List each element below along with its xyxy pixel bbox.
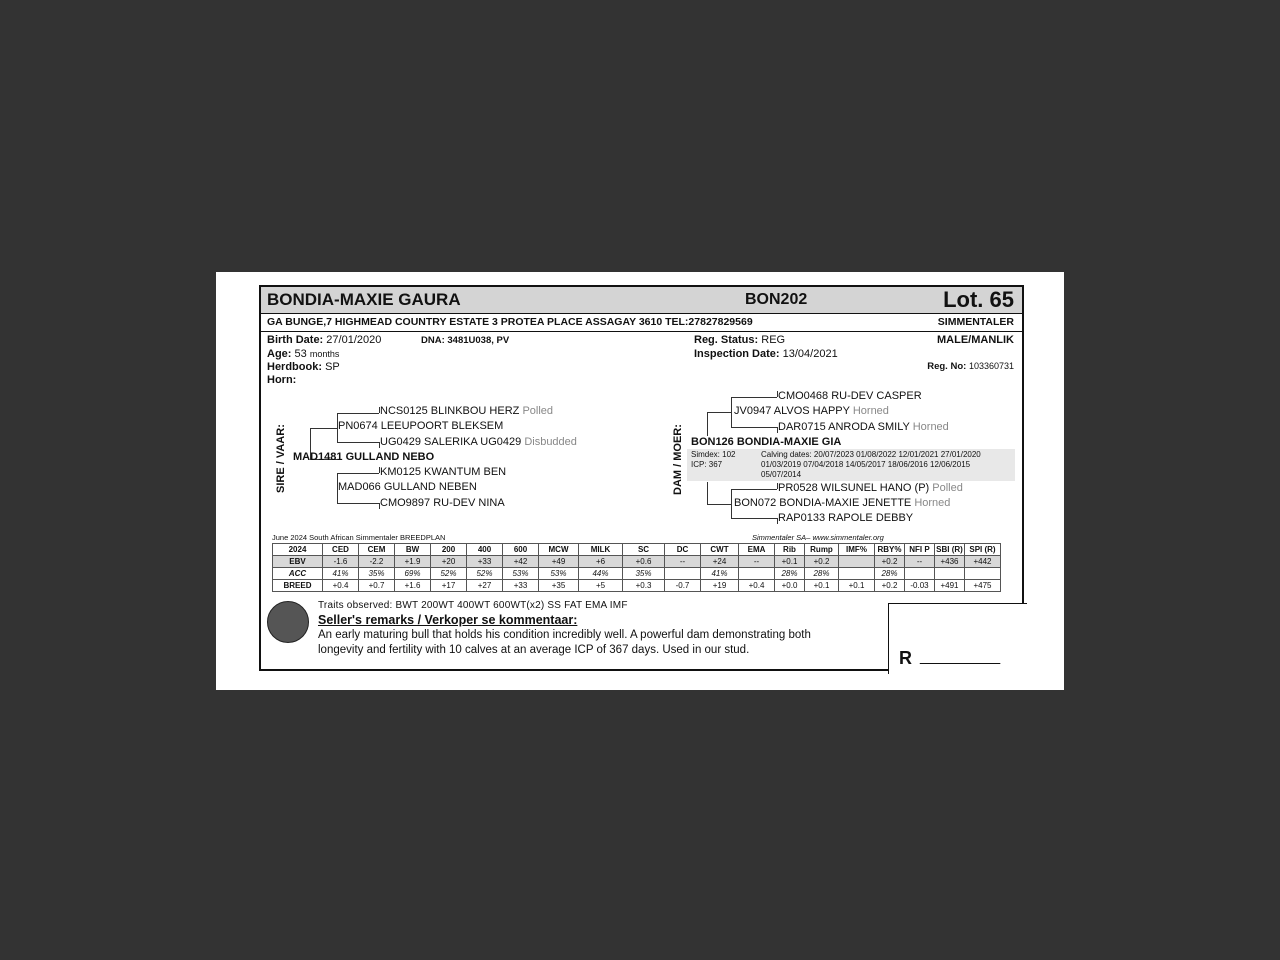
sire-sire-sire: NCS0125 BLINKBOU HERZ Polled: [380, 405, 554, 417]
traits-observed: Traits observed: BWT 200WT 400WT 600WT(x2) SS FAT EMA IMF: [318, 600, 628, 611]
address-bar: [261, 315, 1022, 332]
breedplan-cell: +0.2: [805, 556, 839, 568]
calving-dates-3: 05/07/2014: [761, 470, 802, 479]
breedplan-cell: +0.2: [875, 556, 905, 568]
breedplan-row-label: ACC: [273, 568, 323, 580]
breedplan-cell: [839, 568, 875, 580]
breedplan-cell: +0.1: [839, 580, 875, 592]
breedplan-cell: 41%: [323, 568, 359, 580]
breedplan-cell: [839, 556, 875, 568]
breedplan-header-cell: CEM: [359, 544, 395, 556]
dam-name: BON126 BONDIA-MAXIE GIA: [691, 436, 842, 448]
dam-side-label: DAM / MOER:: [672, 424, 684, 495]
breedplan-cell: 35%: [359, 568, 395, 580]
breedplan-header-cell: DC: [665, 544, 701, 556]
dam-bracket: [707, 412, 708, 436]
price-label: R: [899, 648, 912, 668]
sire-dam: MAD066 GULLAND NEBEN: [338, 481, 477, 493]
calving-dates-2: 01/03/2019 07/04/2018 14/05/2017 18/06/2016 12/06/2015: [761, 460, 971, 469]
breedplan-cell: +27: [467, 580, 503, 592]
breedplan-cell: +17: [431, 580, 467, 592]
breedplan-cell: -2.2: [359, 556, 395, 568]
reg-status: Reg. Status: REG: [694, 334, 786, 346]
age: Age: 53 months: [267, 348, 340, 360]
breedplan-header-cell: RBY%: [875, 544, 905, 556]
breedplan-row-label: BREED: [273, 580, 323, 592]
lot-number: Lot. 65: [943, 287, 1014, 312]
price-entry[interactable]: _________: [920, 648, 1001, 665]
breedplan-cell: --: [739, 556, 775, 568]
simmentaler-logo: [267, 601, 309, 643]
sire-dam-sire: KM0125 KWANTUM BEN: [380, 466, 507, 478]
breedplan-cell: 41%: [701, 568, 739, 580]
breedplan-header-cell: SPI (R): [965, 544, 1001, 556]
breedplan-header-cell: IMF%: [839, 544, 875, 556]
dam-sire: JV0947 ALVOS HAPPY Horned: [734, 405, 889, 417]
sire-name: MAD1481 GULLAND NEBO: [293, 451, 435, 463]
breedplan-cell: 52%: [431, 568, 467, 580]
breedplan-row-acc: [273, 568, 1001, 580]
seller-address: GA BUNGE,7 HIGHMEAD COUNTRY ESTATE 3 PROTEA PLACE ASSAGAY 3610 TEL:27827829569: [267, 316, 753, 328]
birth-date: Birth Date: 27/01/2020: [267, 334, 382, 346]
breedplan-header-cell: SBI (R): [936, 545, 963, 554]
sire-dam-dam: CMO9897 RU-DEV NINA: [380, 497, 505, 509]
breedplan-cell: +24: [701, 556, 739, 568]
breedplan-header-cell: CED: [323, 544, 359, 556]
breedplan-cell: +19: [701, 580, 739, 592]
breedplan-cell: +6: [579, 556, 623, 568]
sire-sire-dam: UG0429 SALERIKA UG0429 Disbudded: [380, 436, 577, 448]
dam-sire-sire: CMO0468 RU-DEV CASPER: [778, 390, 922, 402]
breedplan-header-cell: EMA: [739, 544, 775, 556]
breedplan-cell: +0.4: [739, 580, 775, 592]
breedplan-cell: -0.7: [665, 580, 701, 592]
horn-label: Horn:: [267, 374, 297, 386]
breedplan-cell: [739, 568, 775, 580]
animal-code: BON202: [745, 291, 808, 308]
breedplan-header-cell: SC: [623, 544, 665, 556]
remarks-line-2: longevity and fertility with 10 calves at an average ICP of 367 days. Used in our stud.: [318, 644, 750, 656]
breedplan-row-label: EBV: [273, 556, 323, 568]
breedplan-cell: 28%: [775, 568, 805, 580]
breedplan-cell: +49: [539, 556, 579, 568]
breedplan-cell: --: [665, 556, 701, 568]
dna: DNA: 3481U038, PV: [421, 335, 510, 346]
breedplan-cell: 28%: [875, 568, 905, 580]
breedplan-header-cell: 200: [431, 544, 467, 556]
breedplan-cell: +0.6: [623, 556, 665, 568]
breedplan-cell: +0.1: [775, 556, 805, 568]
breedplan-cell: +35: [539, 580, 579, 592]
herdbook: Herdbook: SP: [267, 361, 340, 373]
calving-dates-1: Calving dates: 20/07/2023 01/08/2022 12/01/2021 27/01/2020: [761, 450, 981, 459]
breedplan-header-cell: 400: [467, 544, 503, 556]
breedplan-header-cell: 2024: [273, 544, 323, 556]
breedplan-cell: 35%: [623, 568, 665, 580]
breedplan-cell: +1.6: [395, 580, 431, 592]
breedplan-cell: +20: [431, 556, 467, 568]
breedplan-cell: 52%: [467, 568, 503, 580]
dam-sire-dam: DAR0715 ANRODA SMILY Horned: [778, 421, 949, 433]
breedplan-cell: +0.0: [775, 580, 805, 592]
breedplan-cell: +0.3: [623, 580, 665, 592]
dam-dam-dam: RAP0133 RAPOLE DEBBY: [778, 512, 914, 524]
breedplan-cell: +436: [935, 556, 965, 568]
sire-sire: PN0674 LEEUPOORT BLEKSEM: [338, 420, 504, 432]
breedplan-cell: 53%: [539, 568, 579, 580]
reg-no: Reg. No: 103360731: [927, 361, 1014, 372]
breedplan-cell: [965, 568, 1001, 580]
breedplan-cell: +42: [503, 556, 539, 568]
breedplan-cell: [905, 568, 935, 580]
breedplan-cell: 28%: [805, 568, 839, 580]
breedplan-cell: +0.4: [323, 580, 359, 592]
breedplan-header-cell: MCW: [539, 544, 579, 556]
breedplan-cell: +491: [935, 580, 965, 592]
breedplan-cell: +475: [965, 580, 1001, 592]
breedplan-header-cell: Rib: [775, 544, 805, 556]
inspection-date: Inspection Date: 13/04/2021: [694, 348, 838, 360]
breedplan-header-cell: MILK: [579, 544, 623, 556]
breedplan-cell: +33: [467, 556, 503, 568]
breedplan-cell: -1.6: [323, 556, 359, 568]
breedplan-cell: -0.03: [905, 580, 935, 592]
breedplan-header-cell: 600: [503, 544, 539, 556]
breedplan-row-ebv: [273, 556, 1001, 568]
breedplan-cell: [935, 568, 965, 580]
breedplan-cell: +33: [503, 580, 539, 592]
breedplan-cell: 53%: [503, 568, 539, 580]
dam-icp: ICP: 367: [691, 460, 723, 469]
breedplan-caption: June 2024 South African Simmentaler BREEDPLAN: [272, 533, 446, 542]
dam-simdex: Simdex: 102: [691, 450, 736, 459]
breed-name: SIMMENTALER: [937, 316, 1014, 328]
dam-dam-sire: PR0528 WILSUNEL HANO (P) Polled: [778, 482, 963, 494]
breedplan-header-cell: NFI P: [905, 544, 935, 556]
breedplan-cell: +0.2: [875, 580, 905, 592]
breedplan-header-cell: BW: [395, 544, 431, 556]
dam-dam: BON072 BONDIA-MAXIE JENETTE Horned: [734, 497, 951, 509]
sire-side-label: SIRE / VAAR:: [275, 424, 287, 493]
remarks-line-1: An early maturing bull that holds his condition incredibly well. A powerful dam demonstrating both: [318, 629, 811, 641]
breedplan-header-cell: Rump: [805, 544, 839, 556]
breedplan-cell: --: [905, 556, 935, 568]
sex: MALE/MANLIK: [937, 334, 1014, 346]
breedplan-cell: +442: [965, 556, 1001, 568]
animal-name: BONDIA-MAXIE GAURA: [267, 290, 461, 309]
breedplan-cell: 69%: [395, 568, 431, 580]
breedplan-header-cell: CWT: [701, 544, 739, 556]
lot-card: [259, 285, 1024, 671]
breedplan-cell: 44%: [579, 568, 623, 580]
breedplan-row-breed: [273, 580, 1001, 592]
breedplan-cell: +1.9: [395, 556, 431, 568]
price-box: [888, 603, 1027, 674]
breedplan-website: Simmentaler SA– www.simmentaler.org: [752, 533, 884, 542]
breedplan-cell: +5: [579, 580, 623, 592]
title-bar: [261, 287, 1022, 314]
breedplan-cell: [665, 568, 701, 580]
breedplan-cell: +0.7: [359, 580, 395, 592]
breedplan-header-row: [273, 544, 1001, 556]
breedplan-cell: +0.1: [805, 580, 839, 592]
breedplan-table: [272, 543, 1001, 592]
remarks-title: Seller's remarks / Verkoper se kommentaar:: [318, 613, 578, 627]
